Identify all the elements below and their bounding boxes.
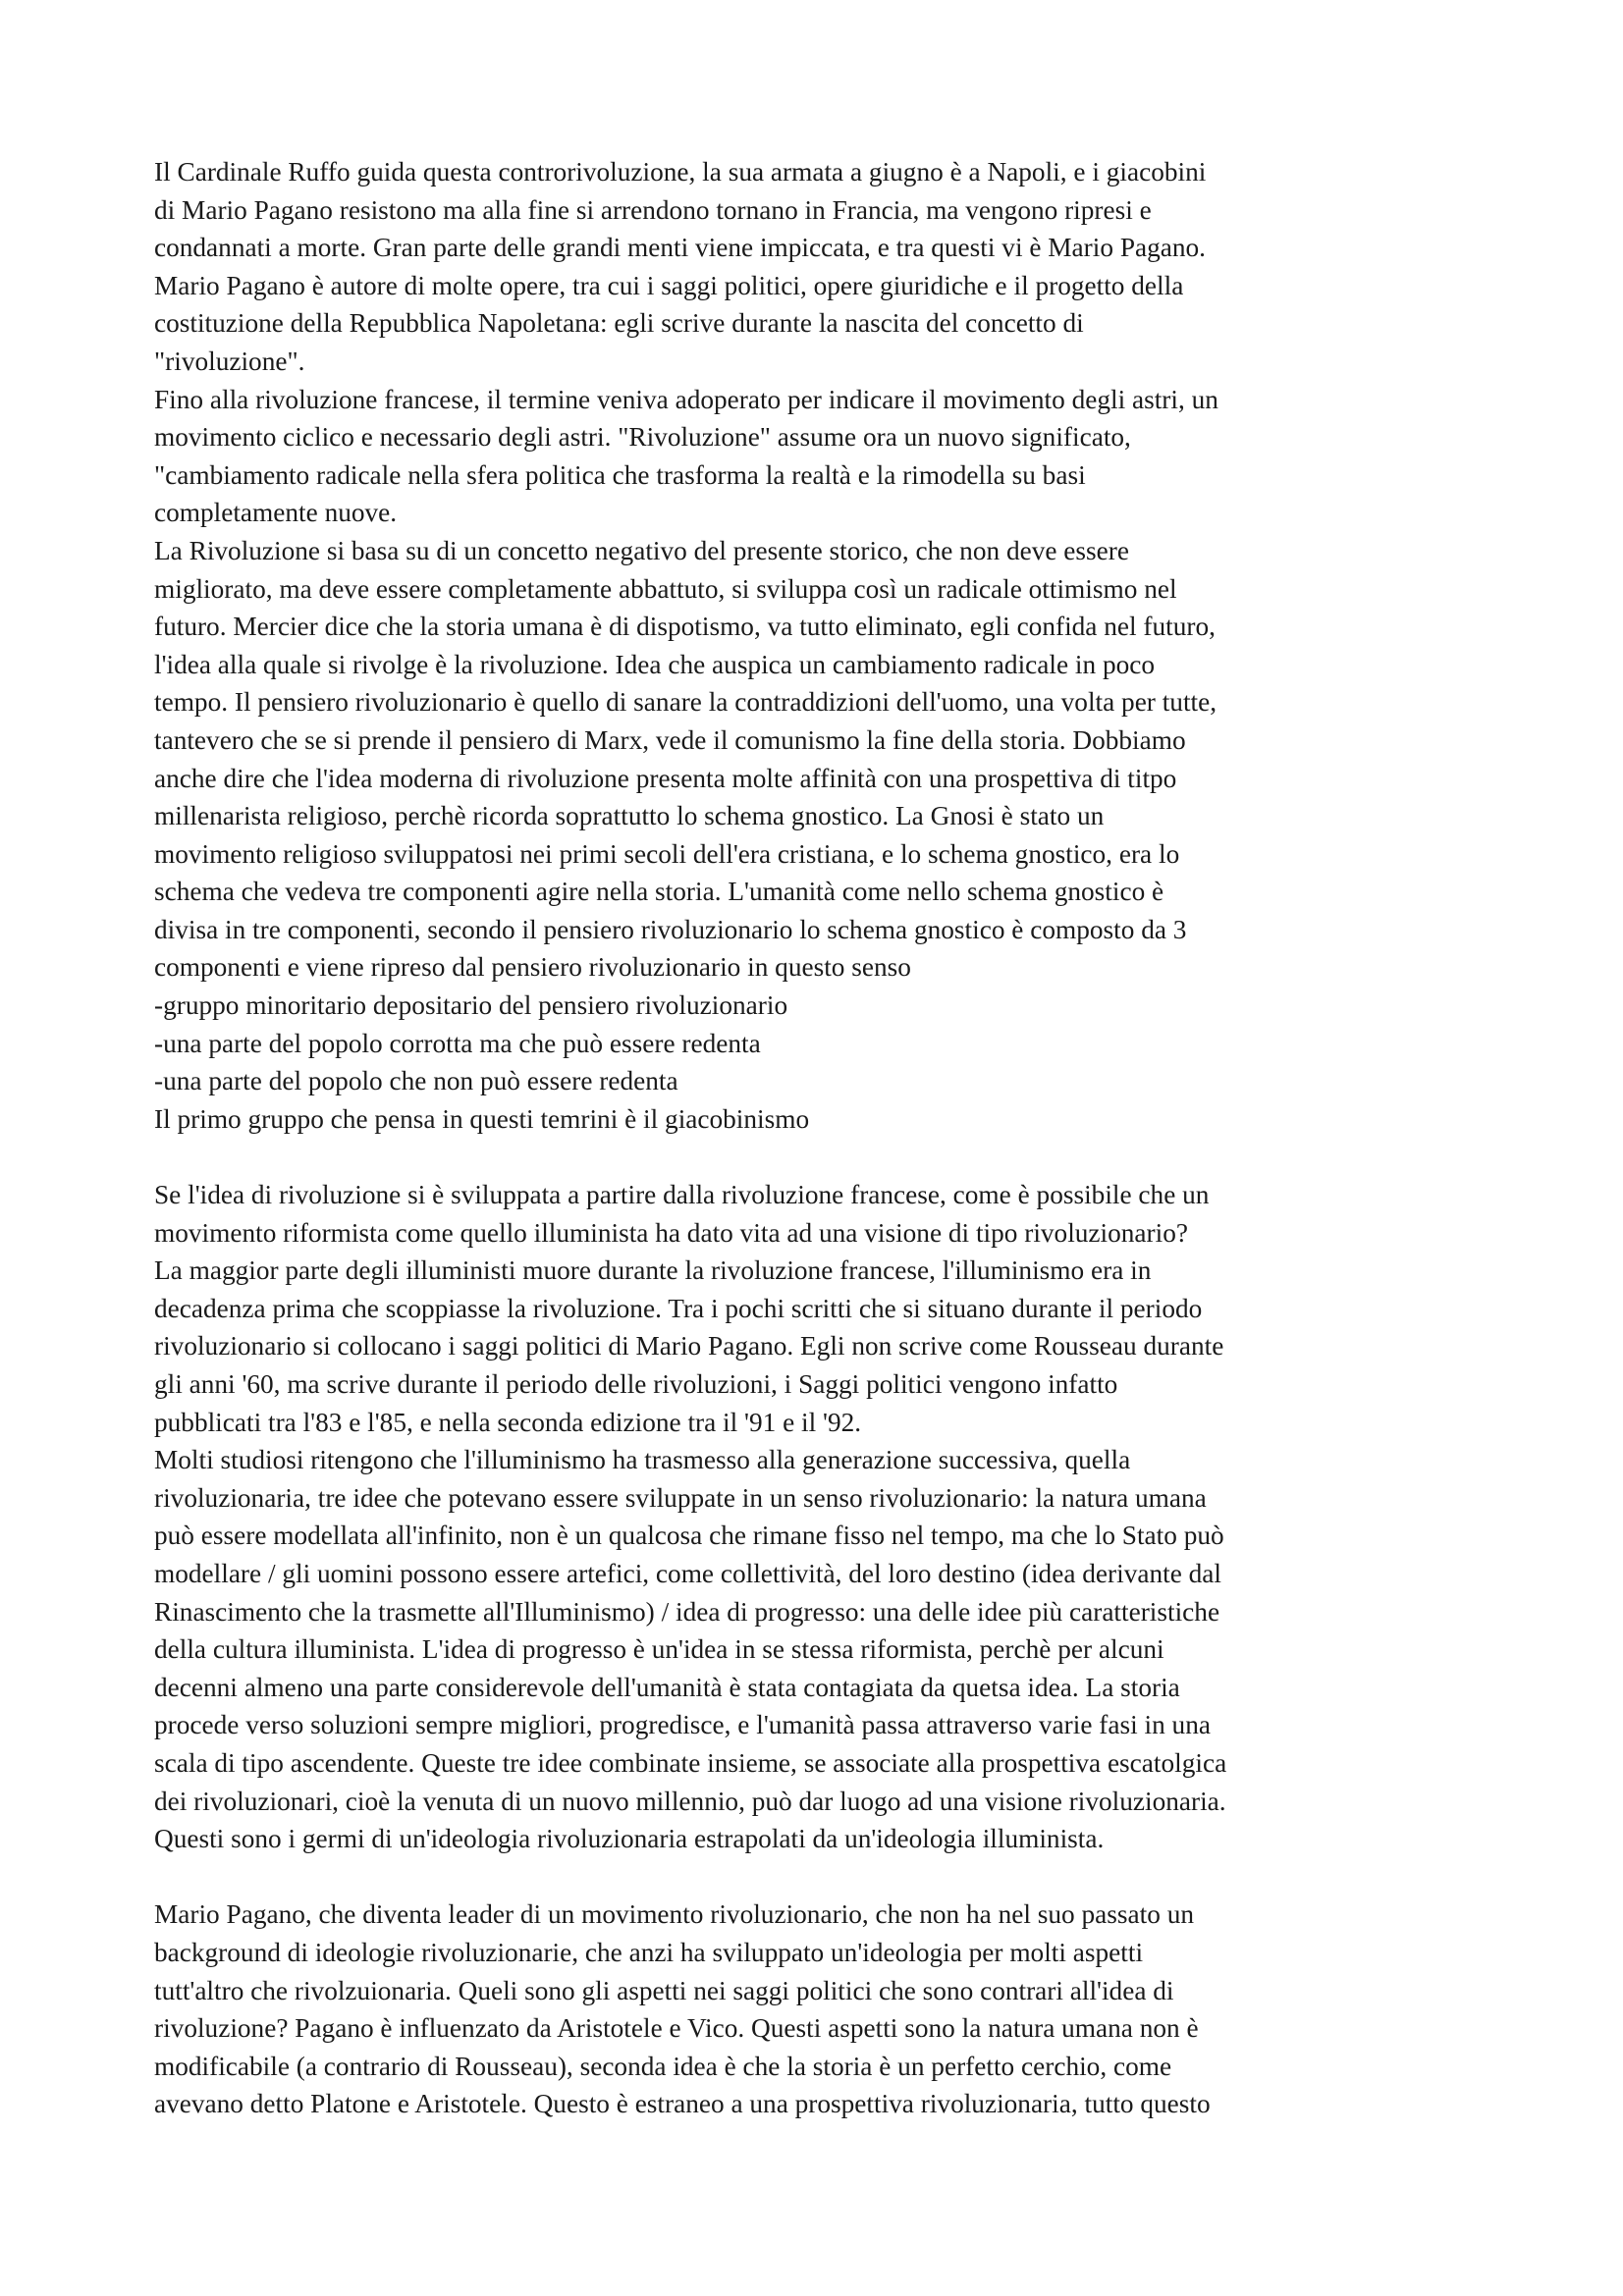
text-line: Il Cardinale Ruffo guida questa controrivoluzione, la sua armata a giugno è a Napoli, e i giacobini: [154, 157, 1207, 187]
text-line: della cultura illuminista. L'idea di progresso è un'idea in se stessa riformista, perchè per alcuni: [154, 1634, 1164, 1665]
text-line: pubblicati tra l'83 e l'85, e nella seconda edizione tra il '91 e il '92.: [154, 1407, 862, 1437]
text-line: Mario Pagano è autore di molte opere, tra cui i saggi politici, opere giuridiche e il progetto della: [154, 270, 1184, 300]
text-line: condannati a morte. Gran parte delle grandi menti viene impiccata, e tra questi vi è Mario Pagano.: [154, 233, 1207, 263]
text-line: modificabile (a contrario di Rousseau), seconda idea è che la storia è un perfetto cerchio, come: [154, 2051, 1172, 2081]
text-line: Mario Pagano, che diventa leader di un movimento rivoluzionario, che non ha nel suo passato un: [154, 1899, 1194, 1930]
paragraph-3: [154, 1896, 1472, 2123]
text-line: l'idea alla quale si rivolge è la rivoluzione. Idea che auspica un cambiamento radicale in poco: [154, 649, 1156, 679]
paragraph-gap: [154, 1858, 1472, 1896]
text-line: Fino alla rivoluzione francese, il termine veniva adoperato per indicare il movimento degli astri, un: [154, 384, 1218, 414]
text-line: rivoluzionario si collocano i saggi politici di Mario Pagano. Egli non scrive come Rousseau durante: [154, 1331, 1224, 1362]
text-line: "rivoluzione".: [154, 346, 305, 376]
text-line: "cambiamento radicale nella sfera politica che trasforma la realtà e la rimodella su basi: [154, 459, 1086, 490]
text-line: anche dire che l'idea moderna di rivoluzione presenta molte affinità con una prospettiva di titpo: [154, 763, 1177, 793]
text-line: migliorato, ma deve essere completamente abbattuto, si sviluppa così un radicale ottimismo nel: [154, 573, 1177, 604]
text-line: costituzione della Repubblica Napoletana: egli scrive durante la nascita del concetto di: [154, 308, 1084, 339]
paragraph-2: [154, 1176, 1472, 1858]
text-line: divisa in tre componenti, secondo il pensiero rivoluzionario lo schema gnostico è composto da 3: [154, 914, 1187, 944]
text-line: millenarista religioso, perchè ricorda soprattutto lo schema gnostico. La Gnosi è stato un: [154, 801, 1105, 831]
paragraph-1: [154, 153, 1472, 1138]
text-line: tutt'altro che rivolzuionaria. Queli sono gli aspetti nei saggi politici che sono contrari all'idea di: [154, 1975, 1174, 2005]
text-line: Rinascimento che la trasmette all'Illuminismo) / idea di progresso: una delle idee più caratteristiche: [154, 1596, 1220, 1627]
text-line: -una parte del popolo corrotta ma che può essere redenta: [154, 1028, 761, 1058]
text-line: background di ideologie rivoluzionarie, che anzi ha sviluppato un'ideologia per molti aspetti: [154, 1937, 1144, 1967]
text-line: tantevero che se si prende il pensiero di Marx, vede il comunismo la fine della storia. Dobbiamo: [154, 724, 1186, 755]
text-line: di Mario Pagano resistono ma alla fine si arrendono tornano in Francia, ma vengono ripresi e: [154, 194, 1152, 225]
text-line: modellare / gli uomini possono essere artefici, come collettività, del loro destino (idea derivante dal: [154, 1558, 1221, 1588]
text-line: -una parte del popolo che non può essere redenta: [154, 1066, 678, 1096]
text-line: dei rivoluzionari, cioè la venuta di un nuovo millennio, può dar luogo ad una visione rivoluzionaria.: [154, 1786, 1226, 1816]
text-line: -gruppo minoritario depositario del pensiero rivoluzionario: [154, 990, 788, 1021]
text-line: tempo. Il pensiero rivoluzionario è quello di sanare la contraddizioni dell'uomo, una volta per tutte,: [154, 687, 1217, 718]
text-line: Il primo gruppo che pensa in questi temrini è il giacobinismo: [154, 1103, 810, 1134]
text-line: movimento religioso sviluppatosi nei primi secoli dell'era cristiana, e lo schema gnostico, era lo: [154, 838, 1180, 869]
text-line: componenti e viene ripreso dal pensiero rivoluzionario in questo senso: [154, 952, 911, 983]
text-line: rivoluzione? Pagano è influenzato da Aristotele e Vico. Questi aspetti sono la natura umana non è: [154, 2013, 1199, 2044]
text-line: futuro. Mercier dice che la storia umana è di dispotismo, va tutto eliminato, egli confida nel futuro,: [154, 612, 1216, 642]
paragraph-gap: [154, 1138, 1472, 1176]
text-line: movimento riformista come quello illuminista ha dato vita ad una visione di tipo rivoluzionario?: [154, 1217, 1188, 1248]
text-line: rivoluzionaria, tre idee che potevano essere sviluppate in un senso rivoluzionario: la natura umana: [154, 1482, 1207, 1513]
text-line: Molti studiosi ritengono che l'illuminismo ha trasmesso alla generazione successiva, quella: [154, 1445, 1131, 1475]
text-line: La maggior parte degli illuministi muore durante la rivoluzione francese, l'illuminismo era in: [154, 1255, 1152, 1286]
text-line: può essere modellata all'infinito, non è un qualcosa che rimane fisso nel tempo, ma che lo Stato può: [154, 1521, 1224, 1551]
text-line: gli anni '60, ma scrive durante il periodo delle rivoluzioni, i Saggi politici vengono infatto: [154, 1369, 1118, 1399]
text-line: Questi sono i germi di un'ideologia rivoluzionaria estrapolati da un'ideologia illuminista.: [154, 1824, 1105, 1854]
document-body: [154, 153, 1472, 2123]
text-line: avevano detto Platone e Aristotele. Questo è estraneo a una prospettiva rivoluzionaria, tutto questo: [154, 2089, 1211, 2119]
text-line: La Rivoluzione si basa su di un concetto negativo del presente storico, che non deve essere: [154, 535, 1129, 565]
text-line: Se l'idea di rivoluzione si è sviluppata a partire dalla rivoluzione francese, come è possibile che un: [154, 1180, 1210, 1210]
text-line: decadenza prima che scoppiasse la rivoluzione. Tra i pochi scritti che si situano durante il periodo: [154, 1293, 1203, 1323]
text-line: movimento ciclico e necessario degli astri. "Rivoluzione" assume ora un nuovo significato,: [154, 422, 1131, 453]
text-line: scala di tipo ascendente. Queste tre idee combinate insieme, se associate alla prospettiva escatolgica: [154, 1747, 1227, 1778]
text-line: schema che vedeva tre componenti agire nella storia. L'umanità come nello schema gnostico è: [154, 877, 1164, 907]
text-line: completamente nuove.: [154, 498, 398, 528]
text-line: decenni almeno una parte considerevole dell'umanità è stata contagiata da quetsa idea. La storia: [154, 1672, 1180, 1702]
text-line: procede verso soluzioni sempre migliori, progredisce, e l'umanità passa attraverso varie fasi in una: [154, 1710, 1211, 1740]
